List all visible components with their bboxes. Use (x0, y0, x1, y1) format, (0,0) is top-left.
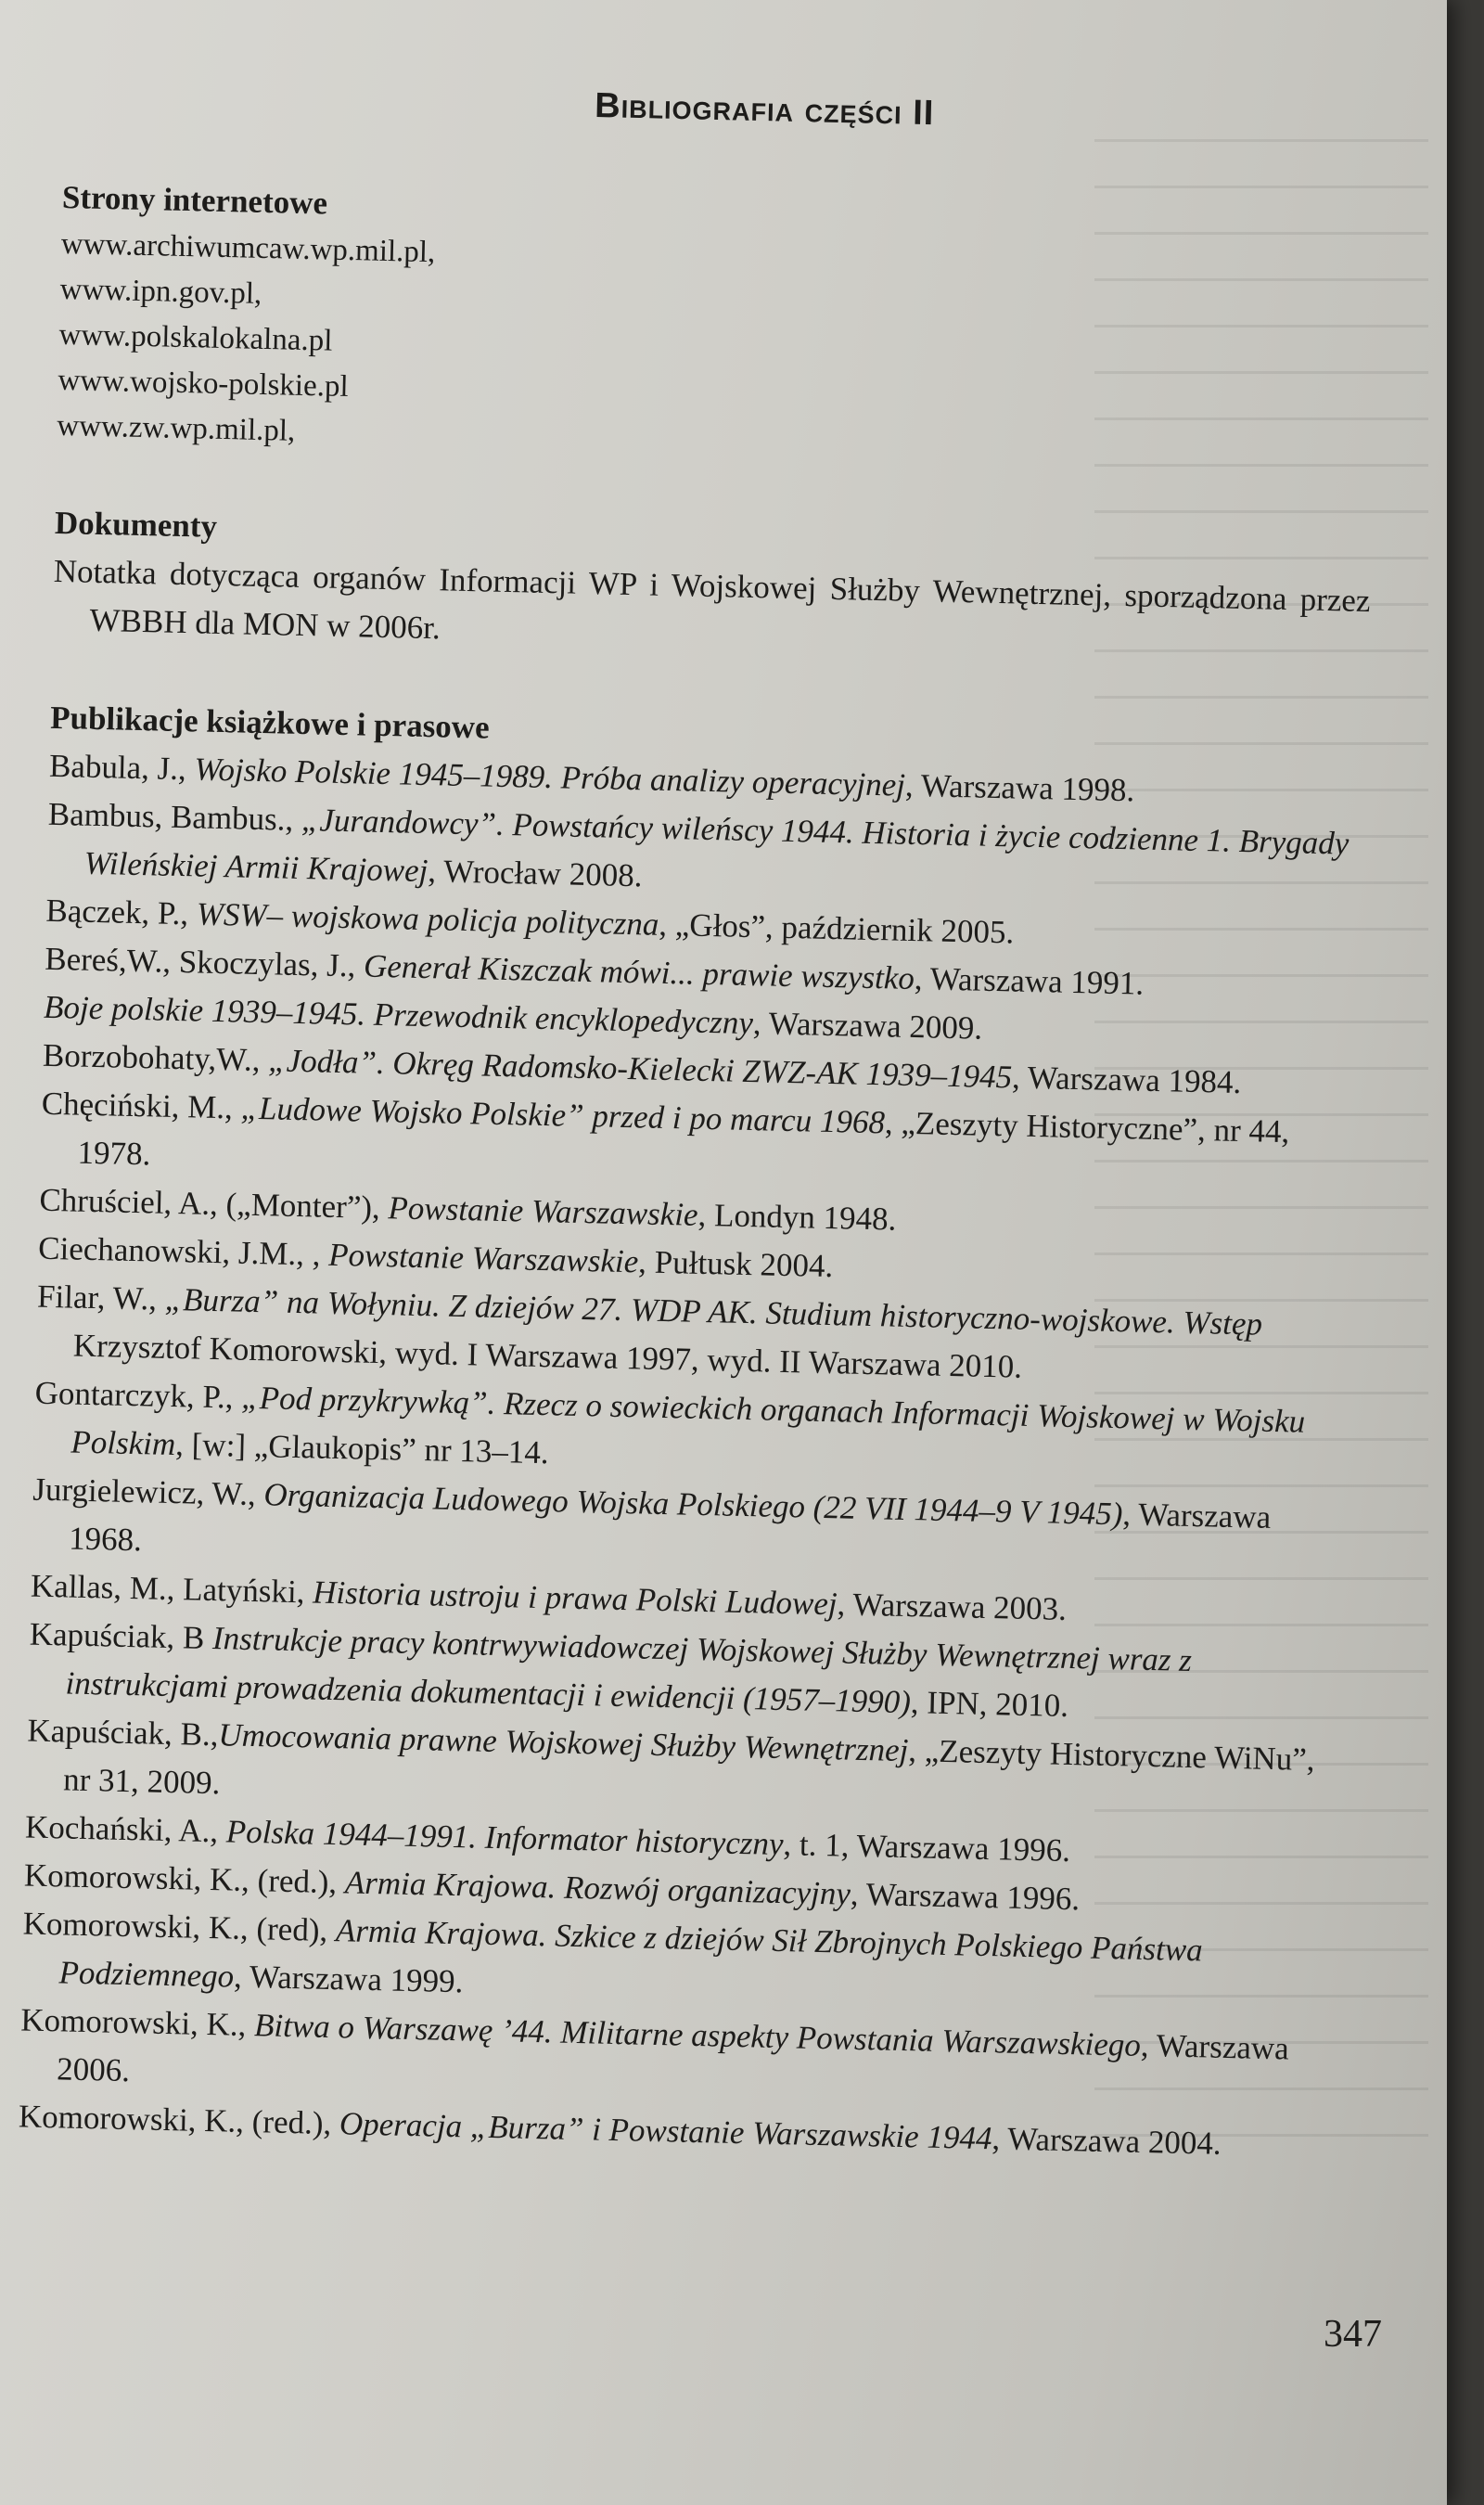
entry-title: „Jurandowcy”. Powstańcy wileńscy 1944. Historia i życie codzienne 1. Brygady Wileńskiej Armii Krajowej (83, 801, 1350, 890)
web-link: www.wojsko-polskie.pl (58, 363, 350, 405)
web-section (57, 179, 1379, 479)
entry-details: , Warszawa 1968. (68, 1496, 1272, 1559)
entry-title: WSW– wojskowa policja polityczna (196, 895, 659, 943)
entry-title: Boje polskie 1939–1945. Przewodnik encyklopedyczny (43, 988, 754, 1042)
entry-author: Kallas, M., Latyński, (30, 1567, 313, 1611)
entry-details: , Warszawa 2003. (837, 1586, 1068, 1627)
entry-details: , Warszawa 1999. (233, 1958, 464, 2000)
page-number: 347 (1324, 2313, 1382, 2356)
entry-details: , t. 1, Warszawa 1996. (783, 1826, 1071, 1869)
entry-details: , Warszawa 2006. (56, 2026, 1290, 2089)
entry-author: Kochański, A., (24, 1808, 227, 1850)
entry-title: Armia Krajowa. Szkice z dziejów Sił Zbrojnych Polskiego Państwa Podziemnego (58, 1912, 1204, 1995)
entry-author: Bereś,W., Skoczylas, J., (44, 940, 365, 984)
entry-author: Chruściel, A., („Monter”), (39, 1181, 389, 1227)
entry-details: , Warszawa 1998. (904, 766, 1135, 809)
entry-title: „Jodła”. Okręg Radomsko-Kielecki ZWZ-AK 1939–1945 (267, 1042, 1013, 1096)
entry-author: Babula, J., (48, 747, 196, 788)
entry-author: Ciechanowski, J.M., , (37, 1229, 329, 1273)
entry-author: Komorowski, K., (red.), (18, 2098, 340, 2142)
entry-title: Polska 1944–1991. Informator historyczny (225, 1813, 784, 1863)
entry-title: Organizacja Ludowego Wojska Polskiego (22 VII 1944–9 V 1945) (263, 1476, 1123, 1533)
entry-author: Komorowski, K., (red.), (23, 1856, 346, 1901)
entry-details: , [w:] „Glaukopis” nr 13–14. (174, 1426, 550, 1471)
entry-title: Generał Kiszczak mówi... prawie wszystko (363, 947, 915, 997)
entry-details: , Warszawa 1991. (914, 960, 1145, 1002)
entry-details: , Londyn 1948. (697, 1196, 897, 1238)
entry-author: Borzobohaty,W., (42, 1036, 269, 1079)
entry-author: Jurgielewicz, W., (32, 1471, 264, 1513)
entry-author: Gontarczyk, P., (34, 1374, 242, 1416)
entry-details: , Wrocław 2008. (427, 853, 643, 894)
entry-author: Komorowski, K., (red), (22, 1905, 337, 1949)
entry-title: Umocowania prawne Wojskowej Służby Wewnętrznej (218, 1716, 909, 1769)
entry-author: Chęciński, M., (41, 1085, 242, 1126)
publications-section (18, 700, 1367, 2171)
entry-details: , Warszawa 1984. (1011, 1059, 1242, 1101)
entry-title: Instrukcje pracy kontrwywiadowczej Wojskowej Służby Wewnętrznej wraz z instrukcjami prowadzenia dokumentacji i ewidencji (1957–1990) (65, 1620, 1193, 1721)
entry-details: , Warszawa 1996. (850, 1875, 1081, 1918)
web-link: www.zw.wp.mil.pl, (56, 408, 296, 448)
entry-title: Powstanie Warszawskie (388, 1189, 699, 1233)
entry-author: Bączek, P., (45, 892, 198, 932)
web-link: www.polskalokalna.pl (58, 317, 333, 358)
entry-title: Historia ustroju i prawa Polski Ludowej (312, 1574, 838, 1623)
entry-details: , „Głos”, październik 2005. (658, 906, 1015, 951)
page-content (17, 74, 1382, 2227)
entry-details: , Warszawa 2009. (752, 1005, 983, 1047)
entry-title: Armia Krajowa. Rozwój organizacyjny (344, 1864, 851, 1912)
entry-author: Kapuściak, B., (27, 1712, 219, 1754)
page-title: Bibliografia części II (594, 85, 935, 134)
entry-details: Krzysztof Komorowski, wyd. I Warszawa 1997, wyd. II Warszawa 2010. (72, 1327, 1023, 1385)
web-heading: Strony internetowe (61, 178, 328, 222)
entry-title: Operacja „Burza” i Powstanie Warszawskie 1944 (339, 2105, 992, 2157)
document-entry: Notatka dotycząca organów Informacji WP i Wojskowej Służby Wewnętrznej, sporządzona przez WBBH dla MON w 2006r. (53, 552, 1371, 647)
entry-details: , IPN, 2010. (910, 1684, 1069, 1724)
entry-details: , „Zeszyty Historyczne”, nr 44, 1978. (77, 1104, 1290, 1173)
entry-details: , Warszawa 2004. (991, 2120, 1222, 2162)
entry-details: , „Zeszyty Historyczne WiNu”, nr 31, 2009. (62, 1732, 1315, 1802)
documents-section (52, 505, 1372, 674)
entry-title: „Burza” na Wołyniu. Z dziejów 27. WDP AK. Studium historyczno-wojskowe. Wstęp (164, 1280, 1263, 1342)
entry-title: Bitwa o Warszawę ’44. Militarne aspekty Powstania Warszawskiego (253, 2007, 1142, 2063)
entry-details: , Pułtusk 2004. (637, 1243, 834, 1285)
entry-title: „Ludowe Wojsko Polskie” przed i po marcu 1968 (240, 1089, 886, 1141)
web-link: www.archiwumcaw.wp.mil.pl, (60, 226, 436, 270)
entry-author: Filar, W., (36, 1278, 166, 1317)
web-link: www.ipn.gov.pl, (59, 272, 262, 311)
entry-author: Kapuściak, B (29, 1615, 213, 1657)
entry-author: Komorowski, K., (19, 2001, 255, 2044)
entry-author: Bambus, Bambus., (47, 795, 302, 838)
entry-title: Wojsko Polskie 1945–1989. Próba analizy operacyjnej (194, 751, 906, 803)
bibliography-list (18, 742, 1366, 2171)
entry-title: „Pod przykrywką”. Rzecz o sowieckich organach Informacji Wojskowej w Wojsku Polskim (70, 1379, 1306, 1463)
publications-heading: Publikacje książkowe i prasowe (49, 699, 491, 746)
entry-title: Powstanie Warszawskie (327, 1236, 639, 1280)
documents-heading: Dokumenty (54, 504, 218, 545)
